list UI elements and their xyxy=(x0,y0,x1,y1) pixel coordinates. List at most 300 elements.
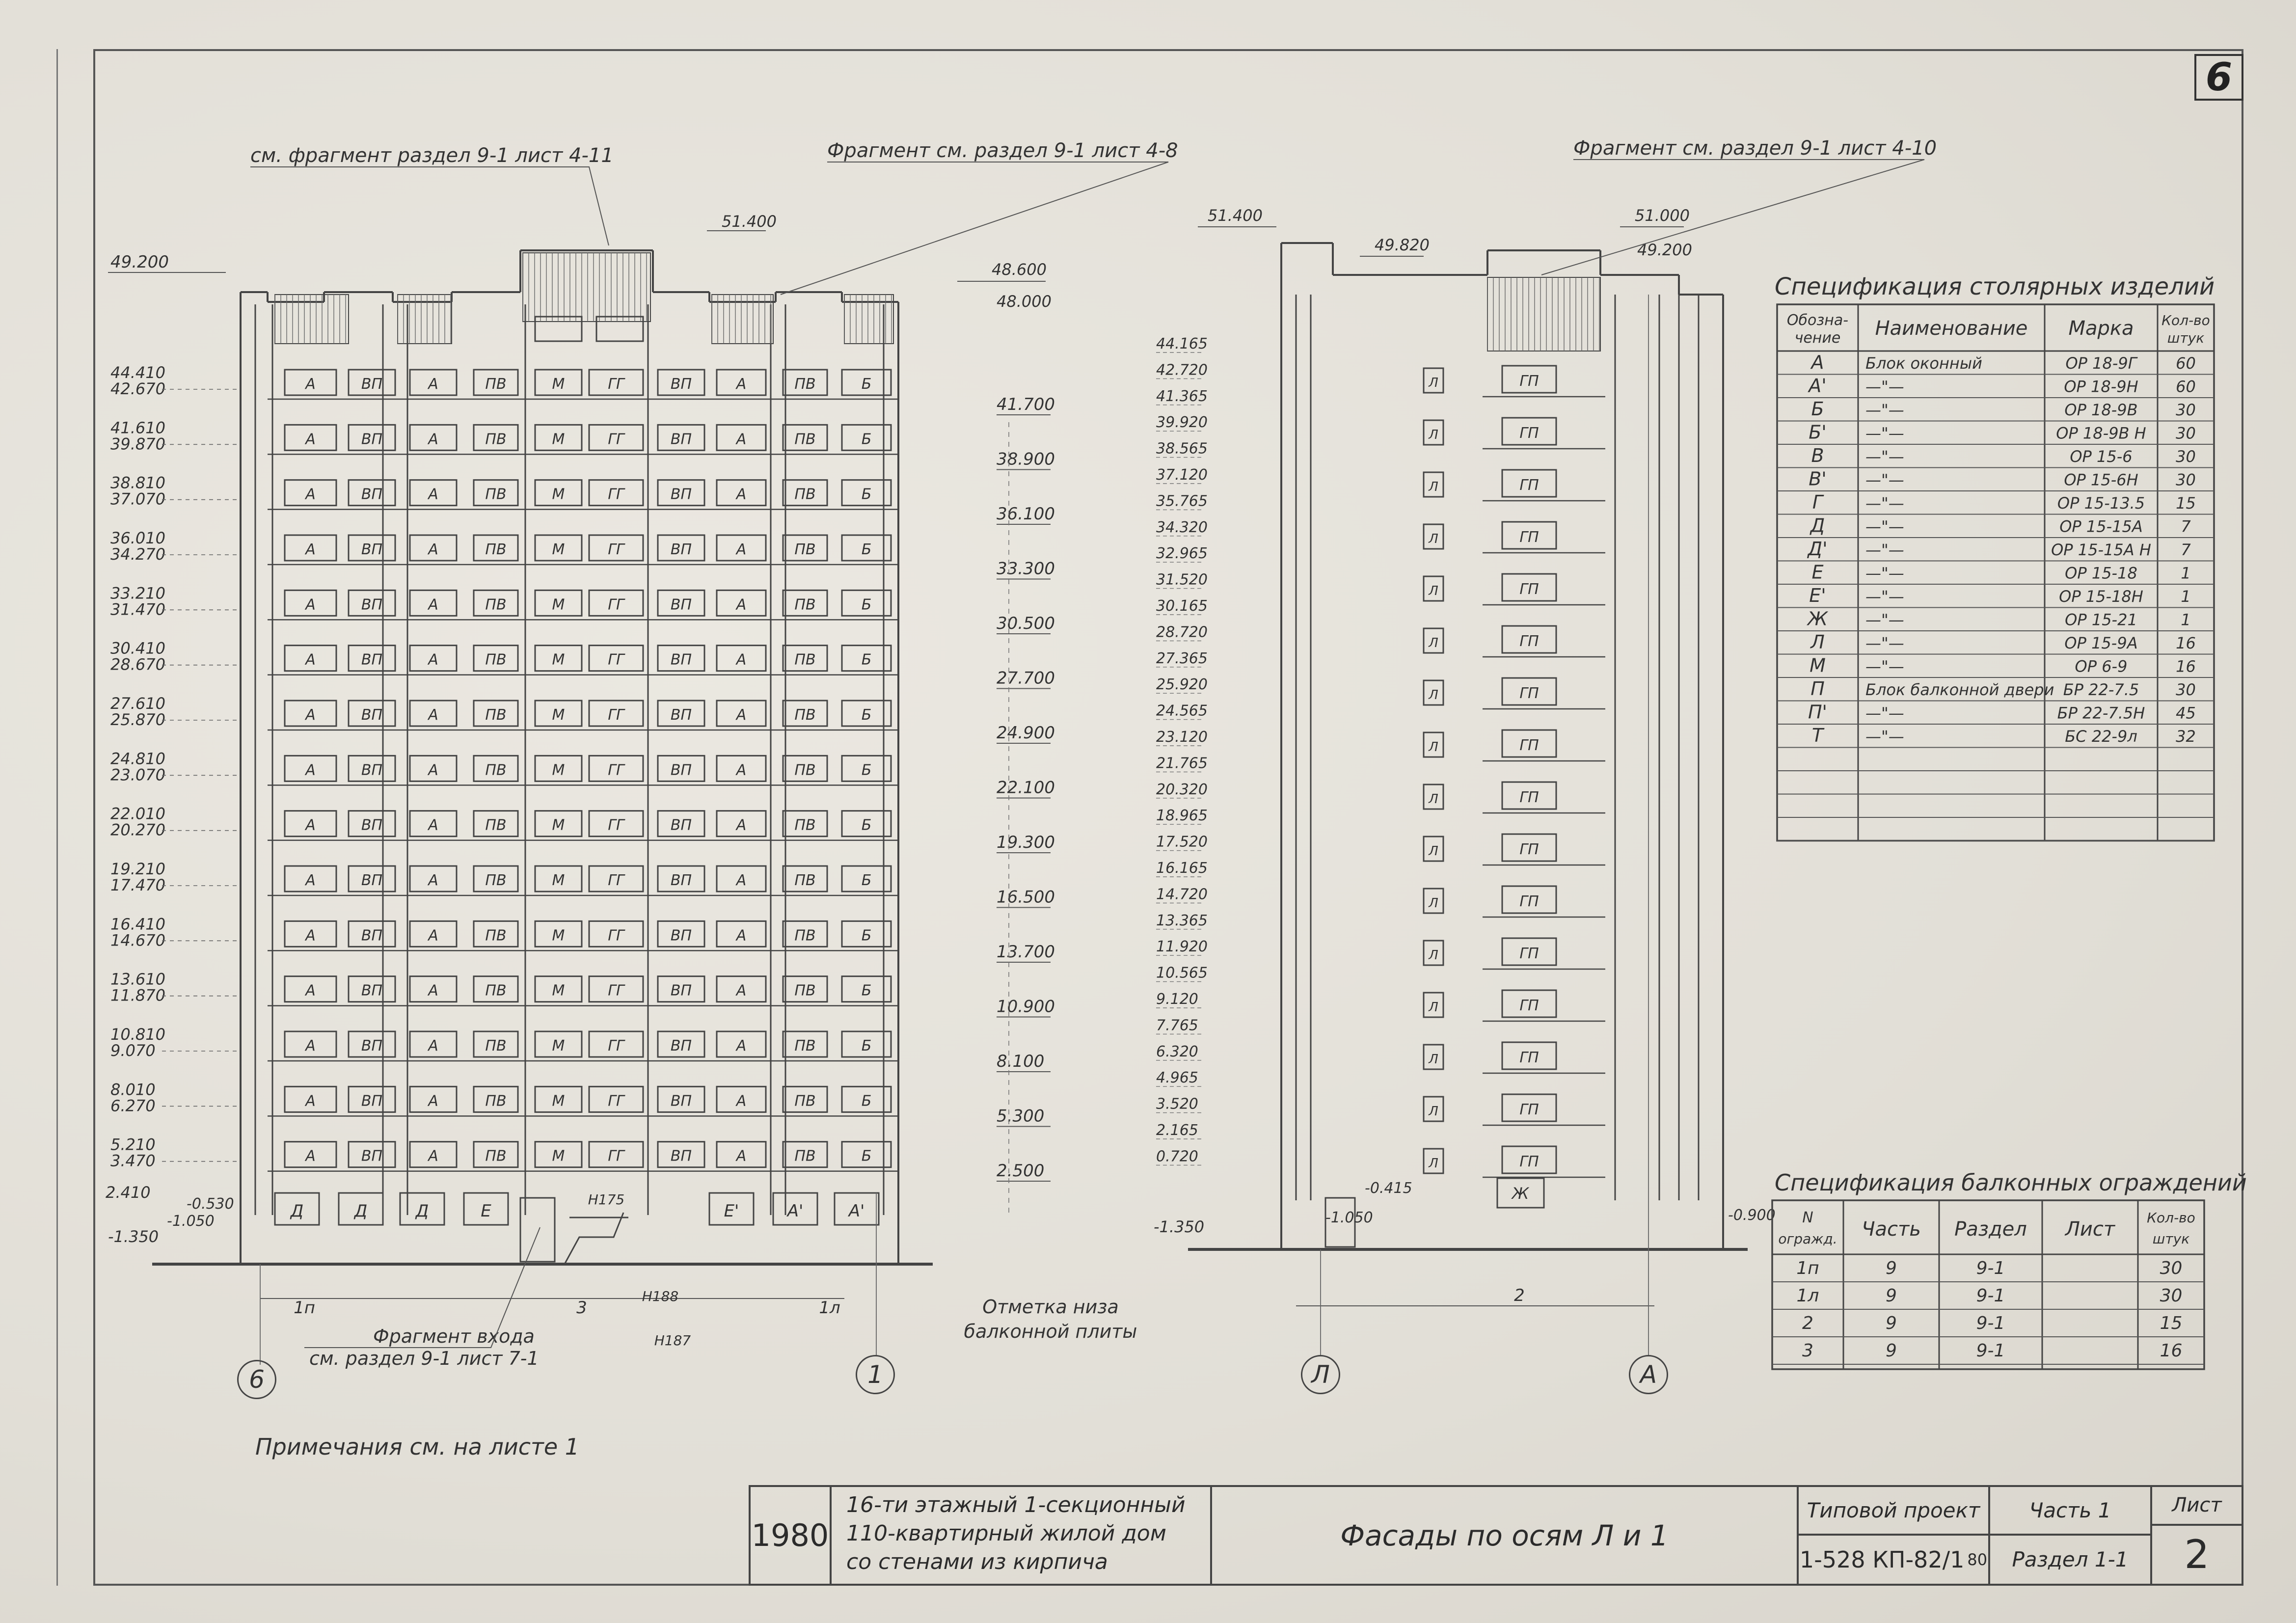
side-small-window-mark: Л xyxy=(1429,1000,1438,1015)
window-mark: ПВ xyxy=(485,872,507,889)
window-mark: М xyxy=(552,1037,565,1055)
elevation-label: 11.870 xyxy=(110,986,165,1005)
side-small-window-mark: Л xyxy=(1429,636,1438,650)
window-mark: М xyxy=(552,761,565,779)
side-elevation-label: 41.365 xyxy=(1156,387,1208,405)
elevation-label: 41.610 xyxy=(110,418,165,437)
side-elevation-label: 11.920 xyxy=(1156,938,1208,956)
window-mark: ПВ xyxy=(794,651,816,669)
side-elevation-label: 27.365 xyxy=(1156,649,1208,667)
joinery-cell: ОР 15-18Н xyxy=(2059,587,2143,606)
window-mark: ПВ xyxy=(485,651,507,669)
window-mark: ВП xyxy=(670,982,692,1000)
ref-left: см. фрагмент раздел 9-1 лист 4-11 xyxy=(250,144,614,167)
sheet-number: 6 xyxy=(2194,54,2243,101)
ground-window-mark: Е xyxy=(481,1201,491,1221)
joinery-cell: —"— xyxy=(1865,587,1904,606)
elevation-top-left: 49.200 xyxy=(110,252,169,272)
window-mark: ВП xyxy=(670,761,692,779)
joinery-cell: Блок балконной двери xyxy=(1865,680,2054,699)
joinery-cell: 60 xyxy=(2176,377,2196,396)
window-mark: Б xyxy=(861,927,872,945)
window-mark: А xyxy=(736,486,747,503)
joinery-header: Обозна- xyxy=(1786,312,1849,329)
side-elevation-label: 38.565 xyxy=(1156,440,1208,458)
joinery-cell: —"— xyxy=(1865,494,1904,513)
side-small-window-mark: Л xyxy=(1429,948,1438,963)
elevation-base-0: 2.410 xyxy=(106,1183,151,1202)
window-mark: А xyxy=(736,761,747,779)
window-mark: ПВ xyxy=(485,1037,507,1055)
balcony-elevation: 38.900 xyxy=(997,449,1055,469)
side-small-window-mark: Л xyxy=(1429,428,1438,442)
roof-block-2 xyxy=(523,253,650,322)
joinery-cell: Б' xyxy=(1809,421,1827,443)
side-base-2: -1.350 xyxy=(1154,1217,1205,1236)
side-elevation-label: 28.720 xyxy=(1156,623,1208,641)
side-window-mark: ГП xyxy=(1519,945,1539,962)
side-elevation-label: 25.920 xyxy=(1156,676,1208,694)
side-elevation-label: 3.520 xyxy=(1156,1095,1198,1113)
joinery-cell: —"— xyxy=(1865,634,1904,652)
side-elevation-label: 2.165 xyxy=(1156,1122,1198,1139)
window-mark: Б xyxy=(861,1037,872,1055)
dim-label-1l: 1л xyxy=(819,1298,840,1318)
window-mark: ВП xyxy=(670,486,692,503)
side-window-mark: ГП xyxy=(1519,893,1539,910)
elevation-label: 16.410 xyxy=(110,915,165,934)
side-small-window-mark: Л xyxy=(1429,844,1438,859)
window-mark: А xyxy=(428,596,438,614)
joinery-cell: Е' xyxy=(1809,585,1826,606)
window-mark: ГГ xyxy=(608,1037,624,1055)
joinery-cell: 16 xyxy=(2176,634,2196,652)
window-mark: ПВ xyxy=(485,816,507,834)
window-mark: А xyxy=(428,982,438,1000)
elevation-label: 38.810 xyxy=(110,473,165,492)
joinery-cell: —"— xyxy=(1865,377,1904,396)
window-mark: ВП xyxy=(361,376,383,393)
balcony-header: Лист xyxy=(2065,1218,2115,1241)
side-elevation-label: 42.720 xyxy=(1156,361,1208,379)
window-mark: А xyxy=(305,651,316,669)
joinery-cell: П xyxy=(1810,678,1825,700)
joinery-header: Марка xyxy=(2068,317,2134,340)
elevation-base-1: -0.530 xyxy=(187,1195,234,1213)
window-mark: ПВ xyxy=(485,541,507,558)
joinery-cell: 7 xyxy=(2181,517,2191,536)
side-small-window-mark: Л xyxy=(1429,1156,1438,1171)
side-window-mark: ГП xyxy=(1519,633,1539,650)
window-mark: А xyxy=(736,1147,747,1165)
balcony-cell: 1п xyxy=(1796,1258,1819,1278)
balcony-elevation: 27.700 xyxy=(997,668,1055,688)
side-base-0: -0.415 xyxy=(1365,1180,1412,1197)
window-mark: Б xyxy=(861,1092,872,1110)
side-base-1: -1.050 xyxy=(1325,1209,1373,1226)
window-mark: А xyxy=(736,376,747,393)
window-mark: Б xyxy=(861,431,872,448)
window-mark: ПВ xyxy=(485,927,507,945)
window-mark: А xyxy=(736,651,747,669)
window-mark: ГГ xyxy=(608,431,624,448)
elevation-label: 24.810 xyxy=(110,749,165,768)
window-mark: ВП xyxy=(670,816,692,834)
window-mark: ВП xyxy=(670,872,692,889)
balcony-elevation: 16.500 xyxy=(997,887,1055,907)
window-mark: М xyxy=(552,706,565,724)
window-mark: ПВ xyxy=(485,596,507,614)
ground-window-mark: Д xyxy=(415,1201,429,1221)
joinery-cell: 60 xyxy=(2176,354,2196,373)
side-top-3: 49.200 xyxy=(1637,241,1692,259)
window-mark: ГГ xyxy=(608,541,624,558)
side-elevation-label: 4.965 xyxy=(1156,1069,1198,1087)
window-mark: А xyxy=(305,816,316,834)
elevation-label: 44.410 xyxy=(110,363,165,382)
balcony-elevation: 30.500 xyxy=(997,614,1055,633)
balcony-cell: 15 xyxy=(2160,1313,2183,1333)
side-elevation-label: 39.920 xyxy=(1156,414,1208,432)
window-mark: ВП xyxy=(361,486,383,503)
side-elevation-label: 9.120 xyxy=(1156,991,1198,1008)
window-mark: М xyxy=(552,596,565,614)
balcony-cell: 30 xyxy=(2160,1258,2183,1278)
window-mark: ГГ xyxy=(608,761,624,779)
ref-right-leader xyxy=(1541,160,1924,275)
joinery-cell: ОР 15-6Н xyxy=(2064,470,2138,489)
elevation-label: 30.410 xyxy=(110,639,165,658)
window-mark: ГГ xyxy=(608,927,624,945)
elevation-base-2: -1.050 xyxy=(167,1213,215,1230)
balcony-cell: 9 xyxy=(1886,1286,1897,1306)
ground-window-mark: Д xyxy=(354,1201,368,1221)
joinery-cell: ОР 6-9 xyxy=(2075,657,2128,676)
elevation-label: 20.270 xyxy=(110,820,165,839)
tb-sheet-title: Фасады по осям Л и 1 xyxy=(1212,1487,1799,1584)
side-elevation-label: 37.120 xyxy=(1156,466,1208,484)
tb-list-label: Лист xyxy=(2152,1487,2242,1526)
note: Примечания см. на листе 1 xyxy=(255,1434,580,1460)
balcony-elevation: 2.500 xyxy=(997,1161,1045,1181)
side-elevation-label: 21.765 xyxy=(1156,755,1208,772)
window-mark: М xyxy=(552,927,565,945)
balcony-elevation: 5.300 xyxy=(997,1106,1045,1126)
window-mark: М xyxy=(552,541,565,558)
balcony-cell: 9-1 xyxy=(1976,1341,2005,1361)
side-elevation-label: 30.165 xyxy=(1156,597,1208,615)
window-mark: А xyxy=(736,1092,747,1110)
window-mark: ВП xyxy=(361,431,383,448)
window-mark: ПВ xyxy=(485,431,507,448)
joinery-cell: Блок оконный xyxy=(1865,354,1982,373)
joinery-cell: 16 xyxy=(2176,657,2196,676)
axis-marker-6: 6 xyxy=(237,1360,276,1399)
window-mark: Б xyxy=(861,982,872,1000)
elevation-label: 9.070 xyxy=(110,1041,156,1060)
window-mark: А xyxy=(736,541,747,558)
joinery-cell: Б xyxy=(1811,398,1824,420)
window-mark: М xyxy=(552,1092,565,1110)
window-mark: А xyxy=(428,761,438,779)
side-small-window-mark: Л xyxy=(1429,792,1438,807)
window-mark: Б xyxy=(861,376,872,393)
side-elevation-label: 13.365 xyxy=(1156,912,1208,929)
entrance-stair xyxy=(565,1213,623,1264)
joinery-cell: —"— xyxy=(1865,401,1904,419)
elevation-label: 28.670 xyxy=(110,655,165,674)
side-elevation-label: 20.320 xyxy=(1156,781,1208,798)
joinery-cell: —"— xyxy=(1865,517,1904,536)
side-window-mark: ГП xyxy=(1519,789,1539,806)
balcony-elevation: 19.300 xyxy=(997,833,1055,852)
window-mark: ПВ xyxy=(794,596,816,614)
window-mark: ПВ xyxy=(485,486,507,503)
elevation-label: 42.670 xyxy=(110,379,165,398)
side-base-3: -0.900 xyxy=(1728,1207,1776,1224)
balcony-header: N xyxy=(1802,1209,1813,1226)
window-mark: ГГ xyxy=(608,706,624,724)
balcony-cell: 30 xyxy=(2160,1286,2183,1306)
elevation-roof-col-1: 48.000 xyxy=(997,292,1052,311)
joinery-cell: А' xyxy=(1809,375,1827,397)
window-mark: ПВ xyxy=(485,982,507,1000)
window-mark: ГГ xyxy=(608,486,624,503)
side-elevation-label: 44.165 xyxy=(1156,335,1208,352)
window-mark: ГГ xyxy=(608,376,624,393)
tb-project-code: 1-528 КП-82/1 xyxy=(1799,1546,1965,1573)
window-mark: А xyxy=(305,761,316,779)
window-mark: ПВ xyxy=(794,816,816,834)
side-top-2: 51.000 xyxy=(1635,206,1690,225)
window-mark: А xyxy=(305,596,316,614)
window-mark: ВП xyxy=(361,761,383,779)
elevation-label: 19.210 xyxy=(110,860,165,878)
balcony-cell: 9-1 xyxy=(1976,1258,2005,1278)
window-mark: ПВ xyxy=(485,1092,507,1110)
joinery-cell: 1 xyxy=(2181,564,2191,583)
joinery-cell: —"— xyxy=(1865,657,1904,676)
dim-label-3: 3 xyxy=(576,1298,587,1318)
side-small-window-mark: Л xyxy=(1429,740,1438,755)
facade-axes-6-1 xyxy=(152,250,933,1264)
window-mark: А xyxy=(736,1037,747,1055)
joinery-cell: ОР 18-9В xyxy=(2064,401,2138,419)
axis-marker-l: Л xyxy=(1301,1355,1340,1394)
window-mark: ВП xyxy=(361,596,383,614)
elevation-label: 37.070 xyxy=(110,489,165,509)
side-top-0: 51.400 xyxy=(1208,206,1263,225)
axis-marker-a: А xyxy=(1629,1355,1668,1394)
side-elevation-label: 0.720 xyxy=(1156,1148,1198,1165)
ref-left-leader xyxy=(250,167,609,245)
window-mark: А xyxy=(305,706,316,724)
balcony-cell: 16 xyxy=(2160,1341,2183,1361)
joinery-cell: 30 xyxy=(2176,470,2196,489)
joinery-cell: Т xyxy=(1811,725,1824,746)
elevation-roof-col-0: 48.600 xyxy=(992,260,1047,279)
window-mark: А xyxy=(428,376,438,393)
joinery-cell: 30 xyxy=(2176,680,2196,699)
ground-window-mark: Е' xyxy=(724,1201,739,1221)
joinery-cell: ОР 18-9В Н xyxy=(2056,424,2146,443)
tb-project-label: Типовой проект xyxy=(1799,1487,1988,1536)
side-ground-mark: Ж xyxy=(1512,1184,1529,1203)
side-window-mark: ГП xyxy=(1519,1049,1539,1066)
joinery-header: Наименование xyxy=(1875,317,2028,340)
joinery-cell: А xyxy=(1811,352,1824,373)
elevation-label: 5.210 xyxy=(110,1135,156,1154)
elevation-label: 25.870 xyxy=(110,710,165,729)
elevation-label: 33.210 xyxy=(110,584,165,603)
window-mark: Б xyxy=(861,761,872,779)
joinery-cell: П' xyxy=(1808,701,1828,723)
window-mark: А xyxy=(428,486,438,503)
window-mark: ВП xyxy=(670,1092,692,1110)
joinery-cell: 15 xyxy=(2176,494,2196,513)
elevation-label: 13.610 xyxy=(110,970,165,989)
tb-year: 1980 xyxy=(751,1487,832,1584)
side-elevation-label: 16.165 xyxy=(1156,860,1208,877)
balcony-elevation: 10.900 xyxy=(997,997,1055,1017)
balcony-elevation: 13.700 xyxy=(997,942,1055,962)
side-top-1: 49.820 xyxy=(1375,236,1430,254)
ref-right: Фрагмент см. раздел 9-1 лист 4-10 xyxy=(1573,137,1937,160)
window-mark: ВП xyxy=(670,651,692,669)
dim-label-n187: Н187 xyxy=(654,1332,691,1349)
tb-project-suffix: 80 xyxy=(1967,1550,1988,1569)
side-small-window-mark: Л xyxy=(1429,532,1438,546)
window-mark: ГГ xyxy=(608,872,624,889)
window-mark: А xyxy=(305,431,316,448)
joinery-cell: ОР 15-15А Н xyxy=(2051,541,2151,559)
window-mark: А xyxy=(428,431,438,448)
joinery-cell: 30 xyxy=(2176,401,2196,419)
joinery-cell: —"— xyxy=(1865,564,1904,583)
balcony-cell: 9 xyxy=(1886,1258,1897,1278)
ref-center-leader xyxy=(781,162,1168,295)
window-mark: М xyxy=(552,486,565,503)
tb-list-number: 2 xyxy=(2184,1532,2210,1578)
balcony-header: огражд. xyxy=(1778,1231,1837,1247)
window-mark: А xyxy=(428,706,438,724)
joinery-cell: 30 xyxy=(2176,447,2196,466)
side-elevation-label: 6.320 xyxy=(1156,1043,1198,1060)
elevation-label: 31.470 xyxy=(110,600,165,619)
window-mark: ГГ xyxy=(608,1147,624,1165)
window-mark: А xyxy=(428,872,438,889)
window-mark: А xyxy=(736,872,747,889)
tb-desc-line1: 16-ти этажный 1-секционный xyxy=(846,1492,1186,1517)
joinery-cell: М xyxy=(1810,654,1826,676)
window-mark: ВП xyxy=(361,541,383,558)
attic-window xyxy=(596,317,643,341)
side-small-window-mark: Л xyxy=(1429,896,1438,911)
window-mark: ВП xyxy=(670,431,692,448)
tb-part: Часть 1 xyxy=(1990,1487,2150,1536)
joinery-cell: —"— xyxy=(1865,447,1904,466)
joinery-cell: ОР 15-13.5 xyxy=(2057,494,2145,513)
balcony-elevation: 41.700 xyxy=(997,395,1055,414)
elevation-label: 8.010 xyxy=(110,1080,156,1099)
window-mark: ГГ xyxy=(608,816,624,834)
tb-desc-line2: 110-квартирный жилой дом xyxy=(846,1521,1166,1546)
side-small-window-mark: Л xyxy=(1429,480,1438,494)
side-roof-block xyxy=(1487,277,1600,351)
balcony-header: Раздел xyxy=(1954,1218,2027,1241)
side-window-mark: ГП xyxy=(1519,685,1539,702)
joinery-cell: ОР 15-9А xyxy=(2064,634,2138,652)
side-window-mark: ГП xyxy=(1519,373,1539,390)
window-mark: ГГ xyxy=(608,651,624,669)
balcony-cell: 2 xyxy=(1802,1313,1813,1333)
window-mark: Б xyxy=(861,706,872,724)
side-small-window-mark: Л xyxy=(1429,1052,1438,1067)
balcony-elevation: 36.100 xyxy=(997,504,1055,524)
balcony-cell: 9 xyxy=(1886,1341,1897,1361)
window-mark: А xyxy=(305,1092,316,1110)
window-mark: М xyxy=(552,872,565,889)
window-mark: Б xyxy=(861,486,872,503)
window-mark: ПВ xyxy=(794,541,816,558)
window-mark: А xyxy=(305,1147,316,1165)
ref-entry-2: см. раздел 9-1 лист 7-1 xyxy=(309,1348,539,1369)
window-mark: М xyxy=(552,376,565,393)
joinery-cell: —"— xyxy=(1865,424,1904,443)
dim-label-n188: Н188 xyxy=(642,1288,679,1304)
tb-desc-line3: со стенами из кирпича xyxy=(846,1549,1108,1574)
side-small-window-mark: Л xyxy=(1429,584,1438,598)
elevation-label: 17.470 xyxy=(110,876,165,894)
side-elevation-label: 10.565 xyxy=(1156,964,1208,982)
window-mark: А xyxy=(428,651,438,669)
elevation-label: 3.470 xyxy=(110,1151,156,1170)
elevation-label: 14.670 xyxy=(110,931,165,950)
window-mark: А xyxy=(428,816,438,834)
joinery-cell: Л xyxy=(1810,631,1825,653)
joinery-cell: ОР 15-18 xyxy=(2065,564,2137,583)
joinery-cell: БС 22-9л xyxy=(2065,727,2137,746)
window-mark: М xyxy=(552,431,565,448)
side-small-window-mark: Л xyxy=(1429,376,1438,390)
window-mark: ГГ xyxy=(608,596,624,614)
ground-window-mark: А' xyxy=(848,1201,865,1221)
window-mark: ПВ xyxy=(485,376,507,393)
elevation-label: 10.810 xyxy=(110,1025,165,1044)
ground-window-mark: Д xyxy=(290,1201,304,1221)
balcony-cell: 9-1 xyxy=(1976,1286,2005,1306)
balcony-cell: 9 xyxy=(1886,1313,1897,1333)
window-mark: ВП xyxy=(670,596,692,614)
balcony-title: Спецификация балконных ограждений xyxy=(1775,1169,2247,1196)
ref-center: Фрагмент см. раздел 9-1 лист 4-8 xyxy=(827,139,1178,162)
window-mark: А xyxy=(736,596,747,614)
joinery-cell: БР 22-7.5 xyxy=(2063,680,2139,699)
title-block xyxy=(749,1485,2243,1586)
window-mark: ПВ xyxy=(794,706,816,724)
joinery-cell: —"— xyxy=(1865,541,1904,559)
balcony-header: Часть xyxy=(1862,1218,1921,1241)
window-mark: ВП xyxy=(361,872,383,889)
window-mark: А xyxy=(305,927,316,945)
window-mark: ВП xyxy=(361,1037,383,1055)
ref-entry-1: Фрагмент входа xyxy=(373,1325,535,1347)
window-mark: ВП xyxy=(670,1037,692,1055)
window-mark: ВП xyxy=(670,376,692,393)
window-mark: А xyxy=(428,1092,438,1110)
balcony-cell: 1л xyxy=(1796,1286,1819,1306)
window-mark: М xyxy=(552,982,565,1000)
